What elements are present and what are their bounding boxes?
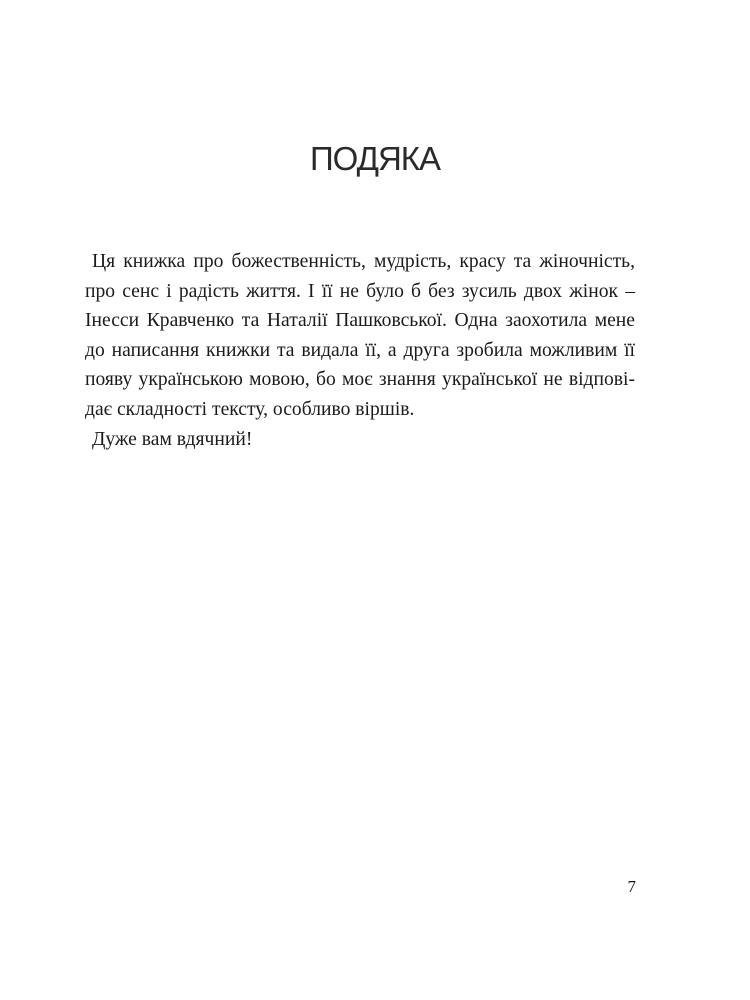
paragraph-line: дає складності тексту, особливо віршів.	[85, 398, 415, 420]
paragraph-line: Ця книжка про божественність, мудрість, красу та жіночність,	[92, 251, 635, 272]
paragraph-line: появу українською мовою, бо моє знання української не відпові-	[85, 369, 635, 391]
paragraph-line: про сенс і радість життя. І її не було б без зусиль двох жінок –	[85, 280, 635, 302]
paragraph-line: Інесси Кравченко та Наталії Пашковської. Одна заохотила мене	[85, 310, 635, 332]
paragraph-line: до написання книжки та видала її, а друга зробила можливим її	[85, 339, 635, 361]
acknowledgement-text	[85, 247, 635, 454]
page-number: 7	[627, 877, 636, 896]
page-title: ПОДЯКА	[309, 140, 441, 177]
closing-line: Дуже вам вдячний!	[92, 428, 253, 450]
